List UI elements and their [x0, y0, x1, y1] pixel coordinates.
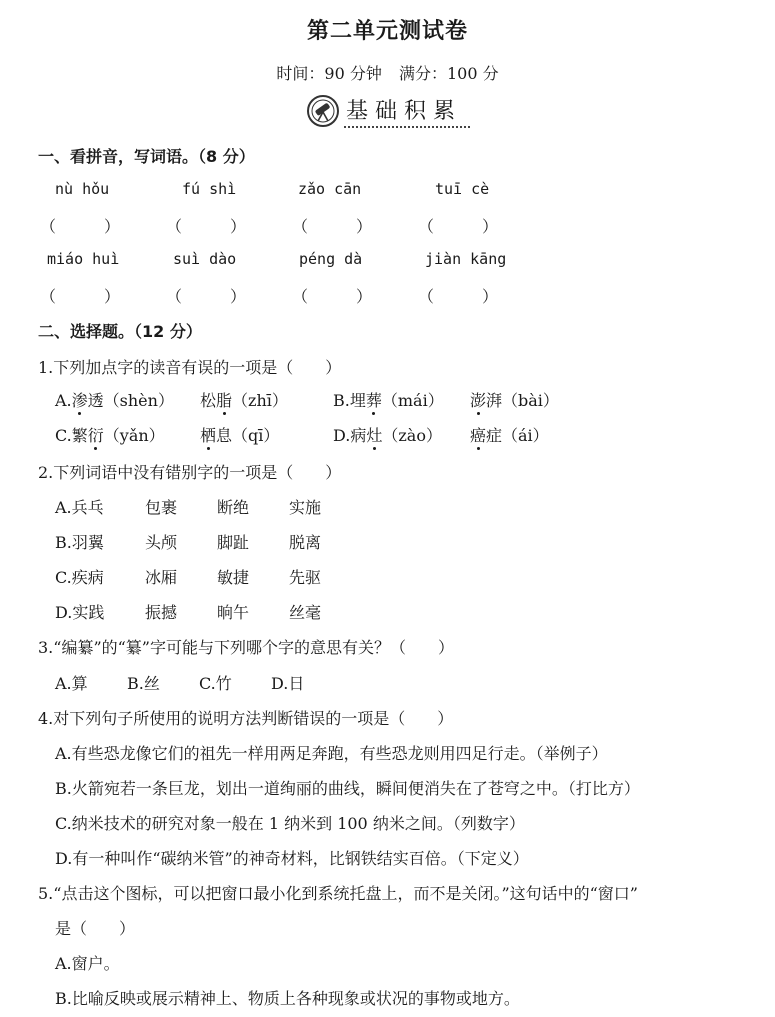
question-4: 4.对下列句子所使用的说明方法判断错误的一项是（ ） [38, 709, 454, 728]
pinyin-1: nù hǒu [55, 180, 110, 198]
banner-text: 基础积累 [346, 99, 463, 124]
q1-option-b-2: 澎湃（bài） [470, 391, 559, 410]
section1-heading: 一、看拼音，写词语。（8 分） [38, 147, 255, 166]
dotted-char: 灶 [366, 426, 383, 445]
dotted-char: 衍 [87, 426, 104, 445]
q2-word: 冰厢 [145, 568, 178, 587]
q4-option-a[interactable]: A.有些恐龙像它们的祖先一样用两足奔跑，有些恐龙则用四足行走。（举例子） [55, 744, 608, 763]
question-2: 2.下列词语中没有错别字的一项是（ ） [38, 463, 342, 482]
option-label: C. [55, 426, 72, 445]
q2-option-c[interactable]: C.疾病 [55, 568, 104, 587]
q3-option-c[interactable]: C.竹 [199, 674, 232, 693]
q3-option-a[interactable]: A.算 [55, 674, 88, 693]
q1-option-b[interactable]: B.埋葬（mái） [333, 391, 444, 410]
pinyin-7: péng dà [299, 250, 363, 268]
q3-option-b[interactable]: B.丝 [127, 674, 160, 693]
q1-option-a[interactable]: A.渗透（shèn） [55, 391, 174, 410]
exam-time: 时间：90 分钟 [276, 64, 382, 83]
dotted-char: 脂 [216, 391, 233, 410]
q2-word: 包裹 [145, 498, 178, 517]
q2-option-a[interactable]: A.兵乓 [55, 498, 104, 517]
section-banner [306, 92, 470, 132]
q1-option-d-2: 癌症（ái） [470, 426, 549, 445]
dotted-char: 癌 [470, 426, 487, 445]
exam-meta [0, 61, 775, 84]
q2-word: 脱离 [289, 533, 322, 552]
dotted-char: 渗 [71, 391, 88, 410]
q2-option-d[interactable]: D.实践 [55, 603, 105, 622]
answer-blank[interactable]: （ ） [292, 217, 373, 236]
q2-word: 振撼 [145, 603, 178, 622]
question-5-cont: 是（ ） [55, 919, 136, 938]
telescope-icon [306, 94, 340, 128]
q4-option-d[interactable]: D.有一种叫作“碳纳米管”的神奇材料，比钢铁结实百倍。（下定义） [55, 849, 529, 868]
q2-word: 脚趾 [217, 533, 250, 552]
pinyin-8: jiàn kāng [425, 250, 507, 268]
banner-underline [344, 126, 470, 128]
question-3: 3.“编纂”的“纂”字可能与下列哪个字的意思有关？（ ） [38, 638, 454, 657]
q4-option-b[interactable]: B.火箭宛若一条巨龙，划出一道绚丽的曲线，瞬间便消失在了苍穹之中。（打比方） [55, 779, 640, 798]
q2-option-b[interactable]: B.羽翼 [55, 533, 104, 552]
answer-blank[interactable]: （ ） [418, 217, 499, 236]
q5-option-b[interactable]: B.比喻反映或展示精神上、物质上各种现象或状况的事物或地方。 [55, 989, 520, 1008]
dotted-char: 栖 [200, 426, 217, 445]
q1-option-d[interactable]: D.病灶（zào） [333, 426, 442, 445]
q2-word: 实施 [289, 498, 322, 517]
q1-option-c[interactable]: C.繁衍（yǎn） [55, 426, 165, 445]
section2-heading: 二、选择题。（12 分） [38, 322, 202, 341]
question-1: 1.下列加点字的读音有误的一项是（ ） [38, 358, 342, 377]
dotted-char: 葬 [365, 391, 382, 410]
q2-word: 先驱 [289, 568, 322, 587]
q4-option-c[interactable]: C.纳米技术的研究对象一般在 1 纳米到 100 纳米之间。（列数字） [55, 814, 525, 833]
answer-blank[interactable]: （ ） [418, 287, 499, 306]
q5-option-a[interactable]: A.窗户。 [55, 954, 120, 973]
q2-word: 断绝 [217, 498, 250, 517]
q2-word: 晌午 [217, 603, 250, 622]
pinyin-3: zǎo cān [298, 180, 362, 198]
option-label: D. [333, 426, 351, 445]
pinyin-2: fú shì [182, 180, 237, 198]
q3-option-d[interactable]: D.日 [271, 674, 305, 693]
q1-option-c-2: 栖息（qī） [200, 426, 280, 445]
pinyin-4: tuī cè [435, 180, 490, 198]
option-label: A. [55, 391, 72, 410]
dotted-char: 澎 [470, 391, 487, 410]
exam-score: 满分：100 分 [398, 64, 499, 83]
q2-word: 头颅 [145, 533, 178, 552]
q2-word: 丝毫 [289, 603, 322, 622]
answer-blank[interactable]: （ ） [166, 217, 247, 236]
question-5: 5.“点击这个图标，可以把窗口最小化到系统托盘上，而不是关闭。”这句话中的“窗口” [38, 884, 638, 903]
q1-option-a-2: 松脂（zhī） [200, 391, 288, 410]
page-title: 第二单元测试卷 [306, 19, 468, 44]
answer-blank[interactable]: （ ） [40, 217, 121, 236]
pinyin-5: miáo huì [47, 250, 120, 268]
answer-blank[interactable]: （ ） [292, 287, 373, 306]
answer-blank[interactable]: （ ） [166, 287, 247, 306]
q2-word: 敏捷 [217, 568, 250, 587]
option-label: B. [333, 391, 350, 410]
pinyin-6: suì dào [173, 250, 237, 268]
answer-blank[interactable]: （ ） [40, 287, 121, 306]
